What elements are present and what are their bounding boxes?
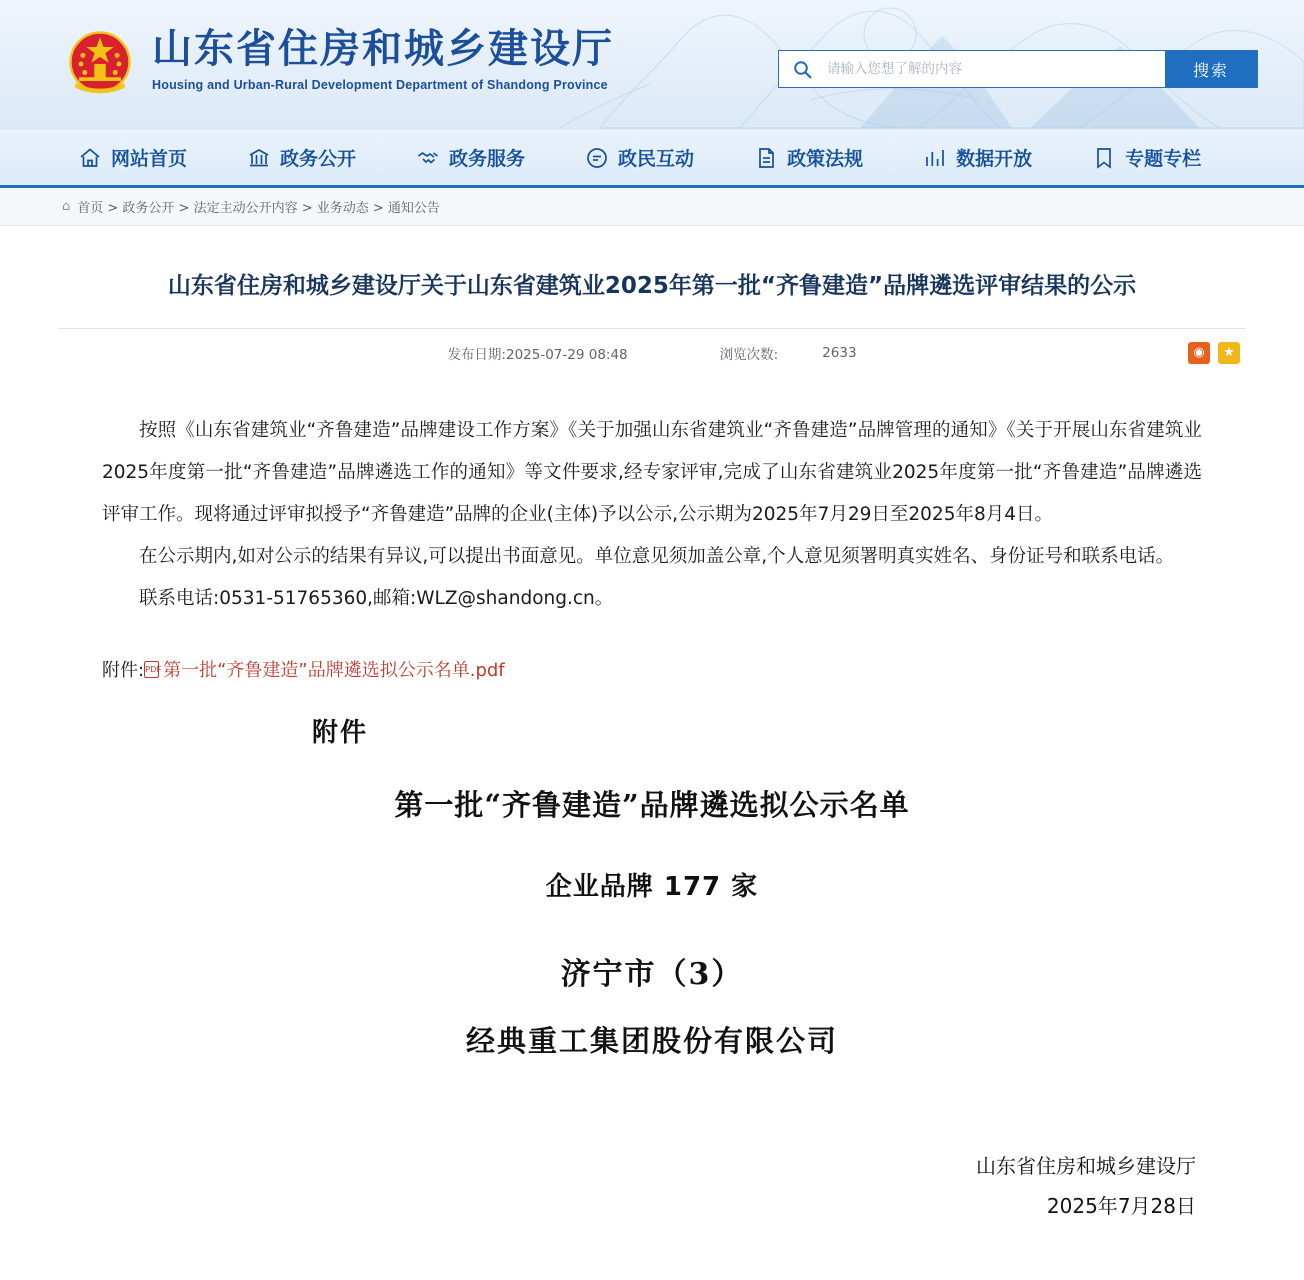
nav-label-public-interaction: 政民互动 — [618, 148, 695, 170]
main-navigation — [0, 130, 1304, 188]
signoff-org: 山东省住房和城乡建设厅 — [976, 1154, 1196, 1178]
search-icon — [779, 51, 825, 87]
chart-icon — [923, 146, 947, 170]
attachment-name: 第一批“齐鲁建造”品牌遴选拟公示名单.pdf — [163, 660, 505, 681]
article-meta — [58, 328, 1246, 376]
national-emblem-icon — [62, 24, 138, 102]
breadcrumb[interactable] — [0, 188, 1304, 226]
weibo-icon[interactable]: ◉ — [1188, 342, 1210, 364]
home-icon — [78, 146, 102, 170]
share-icons — [1188, 342, 1240, 364]
nav-item-public-interaction[interactable] — [555, 130, 724, 185]
preview-city: 济宁市（3） — [560, 957, 744, 992]
nav-label-special-columns: 专题专栏 — [1125, 148, 1202, 170]
attachment-link[interactable] — [144, 656, 505, 682]
nav-item-open-data[interactable] — [893, 130, 1062, 185]
article-paragraph-3: 联系电话:0531-51765360,邮箱:WLZ@shandong.cn。 — [139, 588, 614, 609]
site-title-block — [152, 22, 614, 92]
attachment-prefix: 附件: — [102, 660, 145, 681]
signoff-date: 2025年7月28日 — [1046, 1194, 1196, 1218]
nav-item-home[interactable] — [48, 130, 217, 185]
views-label: 浏览次数: — [719, 346, 779, 363]
search-button[interactable]: 搜索 — [1165, 51, 1257, 87]
attachment-preview — [58, 682, 1246, 1226]
breadcrumb-text[interactable]: 首页 > 政务公开 > 法定主动公开内容 > 业务动态 > 通知公告 — [77, 201, 440, 216]
nav-label-home: 网站首页 — [111, 148, 188, 170]
article — [0, 226, 1304, 1226]
page-title: 山东省住房和城乡建设厅关于山东省建筑业2025年第一批“齐鲁建造”品牌遴选评审结果的公示 — [167, 273, 1137, 299]
preview-heading: 第一批“齐鲁建造”品牌遴选拟公示名单 — [394, 788, 910, 822]
publish-date: 发布日期:2025-07-29 08:48 — [447, 346, 628, 363]
preview-subheading: 企业品牌 177 家 — [545, 872, 759, 902]
nav-label-open-data: 数据开放 — [956, 148, 1033, 170]
site-title-cn: 山东省住房和城乡建设厅 — [152, 26, 614, 72]
preview-attach-label: 附件 — [312, 718, 369, 748]
nav-item-government-services[interactable] — [386, 130, 555, 185]
nav-label-government-services: 政务服务 — [449, 148, 526, 170]
search-box[interactable] — [778, 50, 1258, 88]
site-title-en: Housing and Urban-Rural Development Department of Shandong Province — [152, 78, 608, 92]
home-small-icon: ⌂ — [62, 199, 71, 214]
preview-company: 经典重工集团股份有限公司 — [465, 1024, 838, 1058]
article-paragraph-1: 按照《山东省建筑业“齐鲁建造”品牌建设工作方案》《关于加强山东省建筑业“齐鲁建造”品牌管理的通知》《关于开展山东省建筑业2025年度第一批“齐鲁建造”品牌遴选工作的通知》等文件要求,经专家评审,完成了山东省建筑业2025年度第一批“齐鲁建造”品牌遴选评审工作。现将通过评审拟授予“齐鲁建造”品牌的企业(主体)予以公示,公示期为2025年7月29日至2025年8月4日。 — [102, 420, 1202, 525]
pdf-icon: PDF — [144, 661, 159, 678]
search-input[interactable] — [825, 51, 1165, 87]
document-icon — [754, 146, 778, 170]
article-body — [58, 376, 1246, 620]
nav-item-government-disclosure[interactable] — [217, 130, 386, 185]
bank-icon — [247, 146, 271, 170]
handshake-icon — [416, 146, 440, 170]
site-header — [0, 0, 1304, 130]
nav-label-government-disclosure: 政务公开 — [280, 148, 357, 170]
chat-icon — [585, 146, 609, 170]
nav-label-policies-regulations: 政策法规 — [787, 148, 864, 170]
nav-item-policies-regulations[interactable] — [724, 130, 893, 185]
preview-signoff — [102, 1146, 1202, 1226]
views-count: 2633 — [822, 344, 857, 361]
star-icon[interactable]: ★ — [1218, 342, 1240, 364]
nav-item-special-columns[interactable] — [1062, 130, 1231, 185]
article-paragraph-2: 在公示期内,如对公示的结果有异议,可以提出书面意见。单位意见须加盖公章,个人意见须署明真实姓名、身份证号和联系电话。 — [139, 546, 1175, 567]
attachment-line — [58, 620, 1246, 682]
bookmark-icon — [1092, 146, 1116, 170]
